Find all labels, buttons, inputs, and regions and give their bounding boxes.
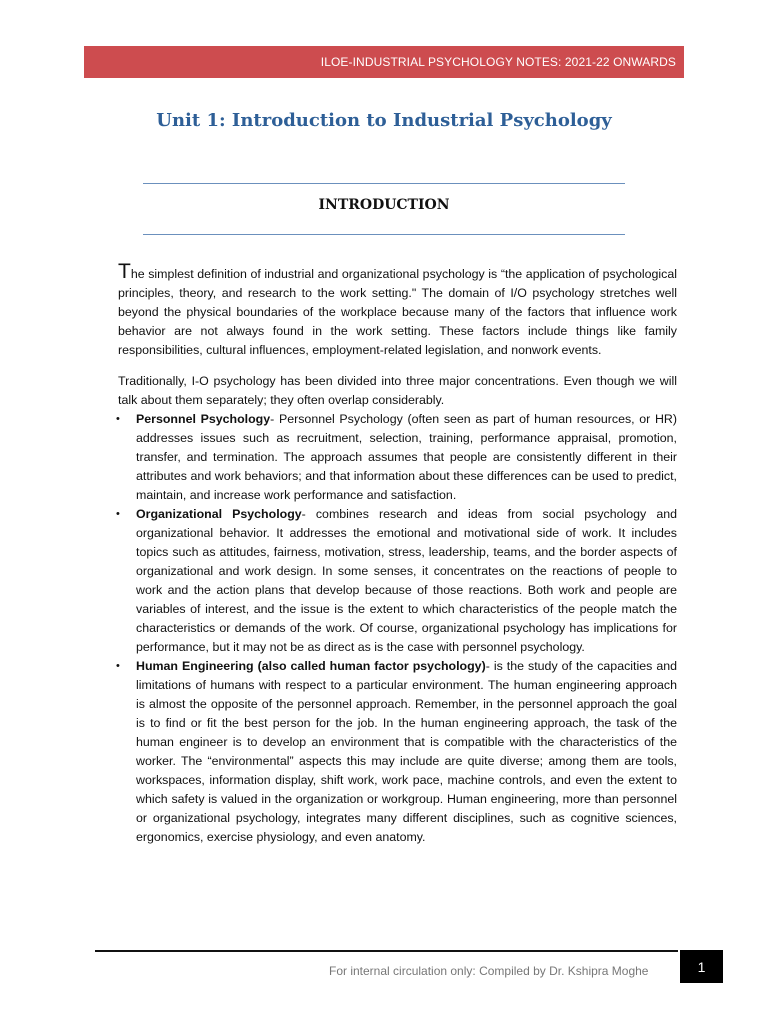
footer-text: For internal circulation only: Compiled by Dr. Kshipra Moghe bbox=[329, 964, 649, 978]
intro-paragraph-1 bbox=[118, 262, 677, 360]
page-number: 1 bbox=[697, 958, 706, 975]
intro-paragraph-1-text: he simplest definition of industrial and organizational psychology is “the application of psychological principles, theory, and research to the work setting." The domain of I/O psychology stretches well beyond the physical boundaries of the workplace because many of the factors that influence work behavior are not always found in the work setting. These factors include things like family responsibilities, cultural influences, employment-related legislation, and nonwork events. bbox=[118, 267, 677, 357]
header-bar bbox=[84, 46, 684, 78]
heading-rule-top bbox=[143, 183, 625, 184]
list-item-text: - combines research and ideas from social psychology and organizational behavior. It addresses the emotional and motivational side of work. It includes topics such as attitudes, fairness, motivation, stress, leadership, teams, and the border aspects of organizational and work design. In some senses, it concentrates on the reactions of people to work and the action plans that develop because of those reactions. Both work and people are variables of interest, and the issue is the extent to which characteristics of the people match the characteristics or demands of the work. Of course, organizational psychology has implications for performance, but it may not be as direct as is the case with personnel psychology. bbox=[136, 507, 677, 654]
body-text bbox=[118, 262, 677, 847]
page-number-box bbox=[680, 950, 723, 983]
list-item-text: - is the study of the capacities and limitations of humans with respect to a particular environment. The human engineering approach is almost the opposite of the personnel approach. Remember, in the personnel approach the goal is to find or fit the best person for the job. In the human engineering approach, the task of the human engineer is to develop an environment that is compatible with the characteristics of the worker. The “environmental” aspects this may include are quite diverse; among them are tools, workspaces, information display, shift work, work pace, machine controls, and even the extent to which safety is valued in the organization or workgroup. Human engineering, more than personnel or organizational psychology, integrates many different disciplines, such as cognitive sciences, ergonomics, exercise physiology, and even anatomy. bbox=[136, 659, 677, 844]
concentrations-list bbox=[118, 410, 677, 847]
bullet-icon: • bbox=[116, 660, 120, 672]
list-item-term: Human Engineering (also called human factor psychology) bbox=[136, 659, 486, 673]
footer-rule bbox=[95, 950, 678, 952]
drop-cap: T bbox=[118, 260, 131, 283]
list-item-term: Organizational Psychology bbox=[136, 507, 302, 521]
heading-rule-bottom bbox=[143, 234, 625, 235]
list-item-text: - Personnel Psychology (often seen as part of human resources, or HR) addresses issues such as recruitment, selection, training, performance appraisal, promotion, transfer, and termination. The approach assumes that people are consistently different in their attributes and work behaviors; and that information about these differences can be used to predict, maintain, and increase work performance and satisfaction. bbox=[136, 412, 677, 502]
section-heading: INTRODUCTION bbox=[318, 197, 450, 213]
bullet-icon: • bbox=[116, 508, 120, 520]
bullet-icon: • bbox=[116, 413, 120, 425]
list-item-term: Personnel Psychology bbox=[136, 412, 271, 426]
list-item bbox=[116, 505, 677, 657]
list-item bbox=[116, 657, 677, 847]
header-text: ILOE-INDUSTRIAL PSYCHOLOGY NOTES: 2021-22 ONWARDS bbox=[320, 55, 676, 69]
intro-paragraph-2: Traditionally, I-O psychology has been divided into three major concentrations. Even though we will talk about them separately; they often overlap considerably. bbox=[118, 374, 677, 407]
list-item bbox=[116, 410, 677, 505]
page-title: Unit 1: Introduction to Industrial Psychology bbox=[156, 110, 612, 131]
